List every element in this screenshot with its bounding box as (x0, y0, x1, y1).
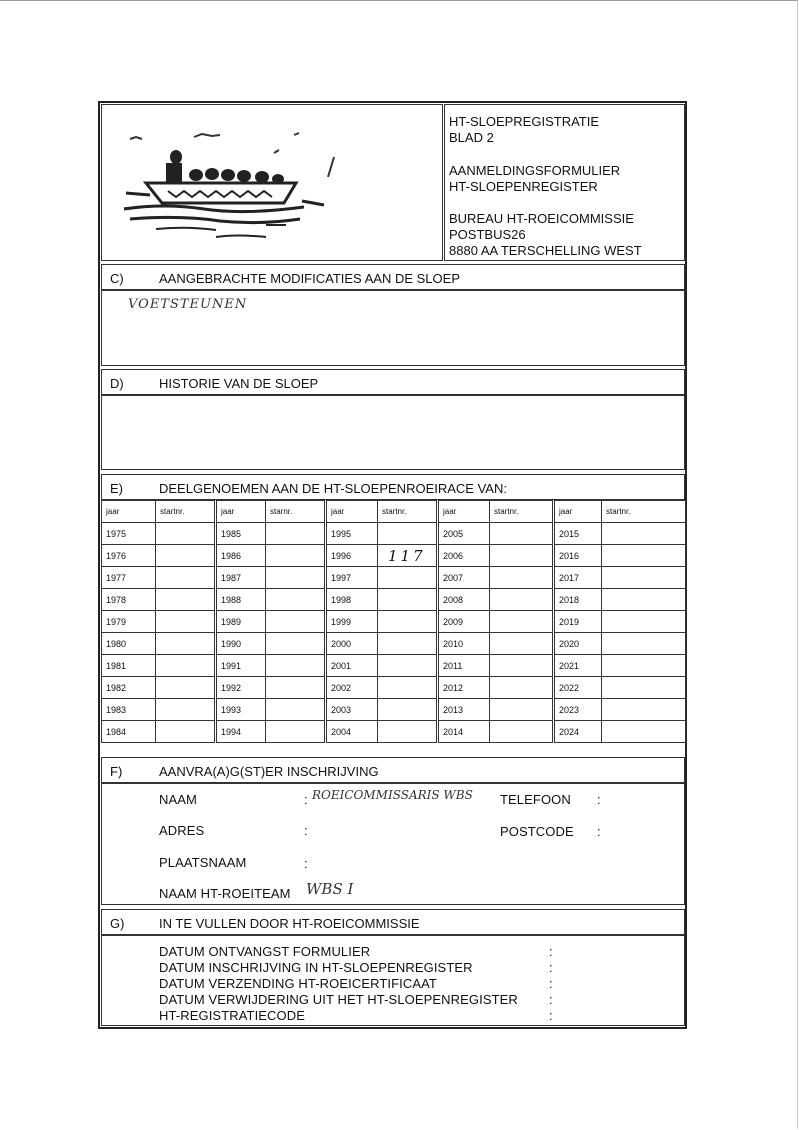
section-c-letter: C) (110, 271, 124, 286)
startnr-cell[interactable] (602, 699, 686, 721)
g-line-registratiecode: HT-REGISTRATIECODE (159, 1008, 306, 1023)
year-cell: 1977 (102, 567, 156, 589)
year-cell: 1999 (326, 611, 378, 633)
startnr-cell[interactable] (602, 677, 686, 699)
address-org: BUREAU HT-ROEICOMMISSIE (449, 211, 634, 226)
col-header-startnr: startnr. (490, 501, 554, 523)
startnr-cell[interactable] (266, 699, 326, 721)
year-cell: 1987 (216, 567, 266, 589)
table-row (102, 699, 686, 721)
roeiteam-handwritten-value[interactable]: WBS I (306, 880, 354, 898)
col-header-jaar: jaar (554, 501, 602, 523)
year-cell: 1976 (102, 545, 156, 567)
startnr-cell[interactable] (602, 655, 686, 677)
startnr-cell[interactable] (378, 721, 438, 743)
table-row (102, 611, 686, 633)
year-cell: 2018 (554, 589, 602, 611)
section-e-title-bar (101, 474, 685, 500)
startnr-cell[interactable] (378, 655, 438, 677)
startnr-cell[interactable] (156, 721, 216, 743)
section-g-title-bar (101, 909, 685, 935)
year-cell: 2016 (554, 545, 602, 567)
g-colon-1: : (549, 944, 553, 959)
g-colon-5: : (549, 1008, 553, 1023)
naam-colon: : (304, 792, 308, 807)
year-cell: 1997 (326, 567, 378, 589)
startnr-cell[interactable] (266, 545, 326, 567)
year-cell: 2024 (554, 721, 602, 743)
form-register: HT-SLOEPENREGISTER (449, 179, 598, 194)
startnr-cell[interactable] (266, 655, 326, 677)
startnr-cell[interactable]: 117 (378, 545, 438, 567)
section-d-body[interactable] (101, 395, 685, 470)
startnr-cell[interactable] (266, 677, 326, 699)
startnr-cell[interactable] (378, 523, 438, 545)
naam-handwritten-value[interactable]: ROEICOMMISSARIS WBS (312, 788, 473, 802)
col-header-startnr: startnr. (602, 501, 686, 523)
year-cell: 1994 (216, 721, 266, 743)
year-cell: 1984 (102, 721, 156, 743)
startnr-cell[interactable] (156, 699, 216, 721)
year-cell: 1990 (216, 633, 266, 655)
year-cell: 2003 (326, 699, 378, 721)
table-row (102, 721, 686, 743)
year-cell: 1985 (216, 523, 266, 545)
year-cell: 1986 (216, 545, 266, 567)
startnr-cell[interactable] (490, 545, 554, 567)
g-colon-4: : (549, 992, 553, 1007)
section-c-title: AANGEBRACHTE MODIFICATIES AAN DE SLOEP (159, 271, 460, 286)
startnr-cell[interactable] (266, 633, 326, 655)
postcode-label: POSTCODE (500, 824, 574, 839)
table-row (102, 545, 686, 567)
startnr-cell[interactable] (266, 611, 326, 633)
section-g-body (101, 935, 685, 1026)
year-cell: 1978 (102, 589, 156, 611)
roeiteam-label: NAAM HT-ROEITEAM (159, 886, 291, 901)
startnr-cell[interactable] (378, 699, 438, 721)
year-cell: 2010 (438, 633, 490, 655)
startnr-cell[interactable] (602, 567, 686, 589)
year-cell: 2002 (326, 677, 378, 699)
year-cell: 2015 (554, 523, 602, 545)
startnr-cell[interactable] (156, 523, 216, 545)
form-title: HT-SLOEPREGISTRATIE (449, 114, 600, 129)
startnr-cell[interactable] (378, 677, 438, 699)
startnr-cell[interactable] (156, 567, 216, 589)
startnr-cell[interactable] (266, 567, 326, 589)
startnr-cell[interactable] (156, 655, 216, 677)
table-row (102, 523, 686, 545)
section-d-letter: D) (110, 376, 124, 391)
col-header-jaar: jaar (216, 501, 266, 523)
startnr-cell[interactable] (266, 721, 326, 743)
address-pobox: POSTBUS26 (449, 227, 526, 242)
table-row (102, 633, 686, 655)
year-cell: 2006 (438, 545, 490, 567)
col-header-jaar: jaar (326, 501, 378, 523)
year-cell: 1975 (102, 523, 156, 545)
year-cell: 2022 (554, 677, 602, 699)
adres-label: ADRES (159, 823, 205, 838)
plaatsnaam-colon: : (304, 856, 308, 871)
startnr-cell[interactable] (490, 523, 554, 545)
startnr-cell[interactable] (602, 523, 686, 545)
year-cell: 2013 (438, 699, 490, 721)
year-cell: 2005 (438, 523, 490, 545)
startnr-cell[interactable] (490, 721, 554, 743)
startnr-cell[interactable] (490, 677, 554, 699)
section-f-letter: F) (110, 764, 123, 779)
year-cell: 1993 (216, 699, 266, 721)
year-cell: 1981 (102, 655, 156, 677)
year-cell: 2007 (438, 567, 490, 589)
year-cell: 2009 (438, 611, 490, 633)
col-header-startnr: startnr. (156, 501, 216, 523)
year-cell: 2019 (554, 611, 602, 633)
section-d-title-bar (101, 369, 685, 395)
startnr-cell[interactable] (490, 567, 554, 589)
startnr-cell[interactable] (266, 589, 326, 611)
col-header-jaar: jaar (438, 501, 490, 523)
table-row (102, 567, 686, 589)
startnr-cell[interactable] (490, 589, 554, 611)
startnr-cell[interactable] (602, 721, 686, 743)
rowing-boat-illustration (116, 127, 336, 247)
startnr-cell[interactable] (602, 633, 686, 655)
year-cell: 1992 (216, 677, 266, 699)
startnr-cell[interactable] (378, 611, 438, 633)
year-cell: 2017 (554, 567, 602, 589)
startnr-cell[interactable] (602, 589, 686, 611)
section-e-letter: E) (110, 481, 123, 496)
table-row (102, 589, 686, 611)
g-line-datum-inschrijving: DATUM INSCHRIJVING IN HT-SLOEPENREGISTER (159, 960, 473, 975)
year-cell: 2008 (438, 589, 490, 611)
startnr-cell[interactable] (490, 633, 554, 655)
address-city: 8880 AA TERSCHELLING WEST (449, 243, 642, 258)
startnr-cell[interactable] (266, 523, 326, 545)
form-type: AANMELDINGSFORMULIER (449, 163, 621, 178)
plaatsnaam-label: PLAATSNAAM (159, 855, 247, 870)
year-cell: 1982 (102, 677, 156, 699)
section-f-title-bar (101, 757, 685, 783)
year-cell: 2000 (326, 633, 378, 655)
g-line-datum-ontvangst: DATUM ONTVANGST FORMULIER (159, 944, 371, 959)
startnr-cell[interactable] (156, 677, 216, 699)
form-sheet: BLAD 2 (449, 130, 494, 145)
section-c-body[interactable] (101, 290, 685, 366)
year-cell: 2014 (438, 721, 490, 743)
section-c-handwritten-modification: VOETSTEUNEN (128, 297, 248, 312)
year-cell: 1988 (216, 589, 266, 611)
year-cell: 2012 (438, 677, 490, 699)
year-cell: 2020 (554, 633, 602, 655)
table-row (102, 655, 686, 677)
startnr-cell[interactable] (490, 655, 554, 677)
section-g-title: IN TE VULLEN DOOR HT-ROEICOMMISSIE (159, 916, 420, 931)
section-f-title: AANVRA(A)G(ST)ER INSCHRIJVING (159, 764, 379, 779)
table-row (102, 677, 686, 699)
year-cell: 2023 (554, 699, 602, 721)
startnr-cell[interactable] (156, 633, 216, 655)
section-d-title: HISTORIE VAN DE SLOEP (159, 376, 319, 391)
startnr-cell[interactable] (156, 545, 216, 567)
year-cell: 1989 (216, 611, 266, 633)
table-header-row (102, 501, 686, 523)
col-header-startnr: starnr. (266, 501, 326, 523)
telefoon-colon: : (597, 792, 601, 807)
g-colon-3: : (549, 976, 553, 991)
naam-label: NAAM (159, 792, 197, 807)
startnr-cell[interactable] (602, 611, 686, 633)
year-cell: 2004 (326, 721, 378, 743)
year-cell: 1991 (216, 655, 266, 677)
year-cell: 2011 (438, 655, 490, 677)
g-colon-2: : (549, 960, 553, 975)
startnr-cell[interactable] (490, 699, 554, 721)
year-cell: 1980 (102, 633, 156, 655)
header-illustration-box (101, 104, 443, 261)
startnr-cell[interactable] (490, 611, 554, 633)
col-header-jaar: jaar (102, 501, 156, 523)
telefoon-label: TELEFOON (500, 792, 571, 807)
startnr-cell[interactable] (156, 611, 216, 633)
g-line-datum-verzending: DATUM VERZENDING HT-ROEICERTIFICAAT (159, 976, 437, 991)
g-line-datum-verwijdering: DATUM VERWIJDERING UIT HET HT-SLOEPENREGISTER (159, 992, 518, 1007)
year-cell: 2001 (326, 655, 378, 677)
startnr-cell[interactable] (156, 589, 216, 611)
header-address-box (444, 104, 685, 261)
year-cell: 1998 (326, 589, 378, 611)
col-header-startnr: startnr. (378, 501, 438, 523)
year-cell: 2021 (554, 655, 602, 677)
year-cell: 1979 (102, 611, 156, 633)
startnr-cell[interactable] (378, 567, 438, 589)
year-cell: 1995 (326, 523, 378, 545)
section-f-body (101, 783, 685, 905)
section-e-title: DEELGENOEMEN AAN DE HT-SLOEPENROEIRACE VAN: (159, 481, 507, 496)
race-participation-table (101, 500, 686, 743)
section-g-letter: G) (110, 916, 125, 931)
adres-colon: : (304, 823, 308, 838)
year-cell: 1983 (102, 699, 156, 721)
startnr-cell[interactable] (378, 589, 438, 611)
startnr-cell[interactable] (378, 633, 438, 655)
year-cell: 1996 (326, 545, 378, 567)
startnr-cell[interactable] (602, 545, 686, 567)
section-c-title-bar (101, 264, 685, 290)
postcode-colon: : (597, 824, 601, 839)
